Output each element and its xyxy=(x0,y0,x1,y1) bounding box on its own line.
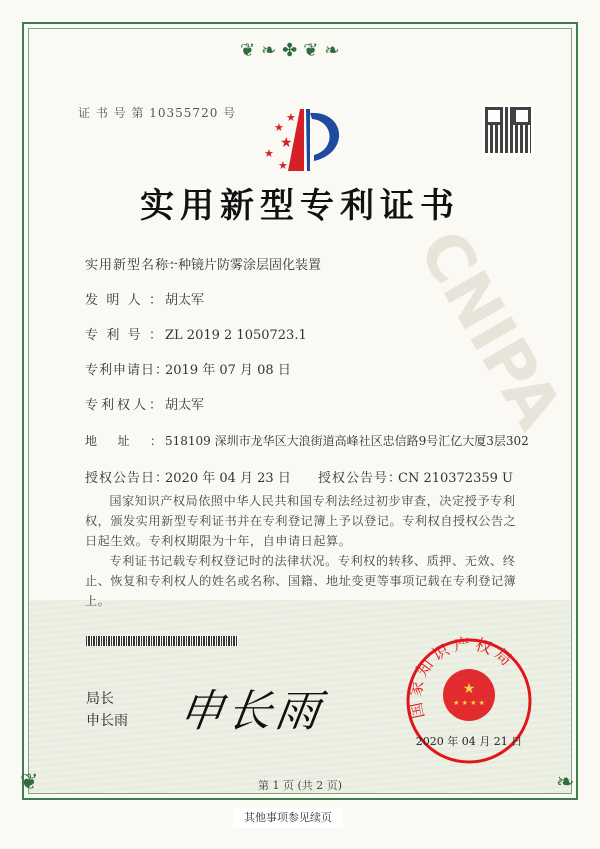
page-indicator: 第 1 页 (共 2 页) xyxy=(257,779,343,792)
official-seal xyxy=(405,634,533,765)
field-application-date: 专利申请日：2019 年 07 月 08 日 xyxy=(85,363,291,378)
field-patentee: 专利权人： 胡太军 xyxy=(85,398,205,413)
certificate-statement xyxy=(85,491,517,611)
seal-text: 国家知识产权局 xyxy=(405,634,519,721)
watermark: CNIPA xyxy=(403,218,576,442)
barcode xyxy=(86,636,238,646)
statement-paragraph: 专利证书记载专利权登记时的法律状况。专利权的转移、质押、无效、终止、恢复和专利权人的姓名或名称、国籍、地址变更等事项记载在专利登记簿上。 xyxy=(85,554,517,608)
svg-text:★: ★ xyxy=(286,111,296,124)
svg-text:★: ★ xyxy=(264,147,274,160)
svg-text:★: ★ xyxy=(274,121,284,134)
corner-ornament-icon: ❧ xyxy=(556,770,575,795)
director-title: 局长 xyxy=(86,691,114,707)
footer-note: 其他事项参见续页 xyxy=(233,808,343,828)
corner-ornament-icon: ❦ xyxy=(20,770,39,795)
top-ornament-icon: ❦❧✤❦❧ xyxy=(240,40,346,61)
svg-text:★: ★ xyxy=(278,159,288,172)
field-utility-model-name: 实用新型名称：一种镜片防雾涂层固化装置 xyxy=(85,258,322,273)
emblem-star-icon: ★ xyxy=(462,681,476,697)
director-signature: 申长雨 xyxy=(175,686,327,737)
director-name: 申长雨 xyxy=(86,713,128,729)
field-grant-date: 授权公告日：2020 年 04 月 23 日 xyxy=(85,471,291,486)
field-patent-number: 专利号： ZL 2019 2 1050723.1 xyxy=(85,328,307,343)
cnipa-logo-icon xyxy=(258,105,348,175)
statement-paragraph: 国家知识产权局依照中华人民共和国专利法经过初步审查，决定授予专利权，颁发实用新型专利证书并在专利登记簿上予以登记。专利权自授权公告之日起生效。专利权期限为十年，自申请日起算。 xyxy=(85,494,517,548)
logo-blue-p xyxy=(306,109,339,171)
certificate-title: 实用新型专利证书 xyxy=(140,186,460,226)
qr-code xyxy=(482,104,534,156)
field-inventor: 发明人： 胡太军 xyxy=(85,293,205,308)
emblem-small-stars-icon: ★ ★ ★ ★ xyxy=(453,699,485,707)
field-address: 地址： 518109 深圳市龙华区大浪街道高峰社区忠信路9号汇亿大厦3层302 xyxy=(85,434,529,448)
field-announcement-number: 授权公告号：CN 210372359 U xyxy=(318,471,513,486)
seal-date: 2020 年 04 月 21 日 xyxy=(415,735,523,748)
svg-text:★: ★ xyxy=(280,135,293,151)
certificate-number: 证 书 号 第 10355720 号 xyxy=(78,106,237,120)
